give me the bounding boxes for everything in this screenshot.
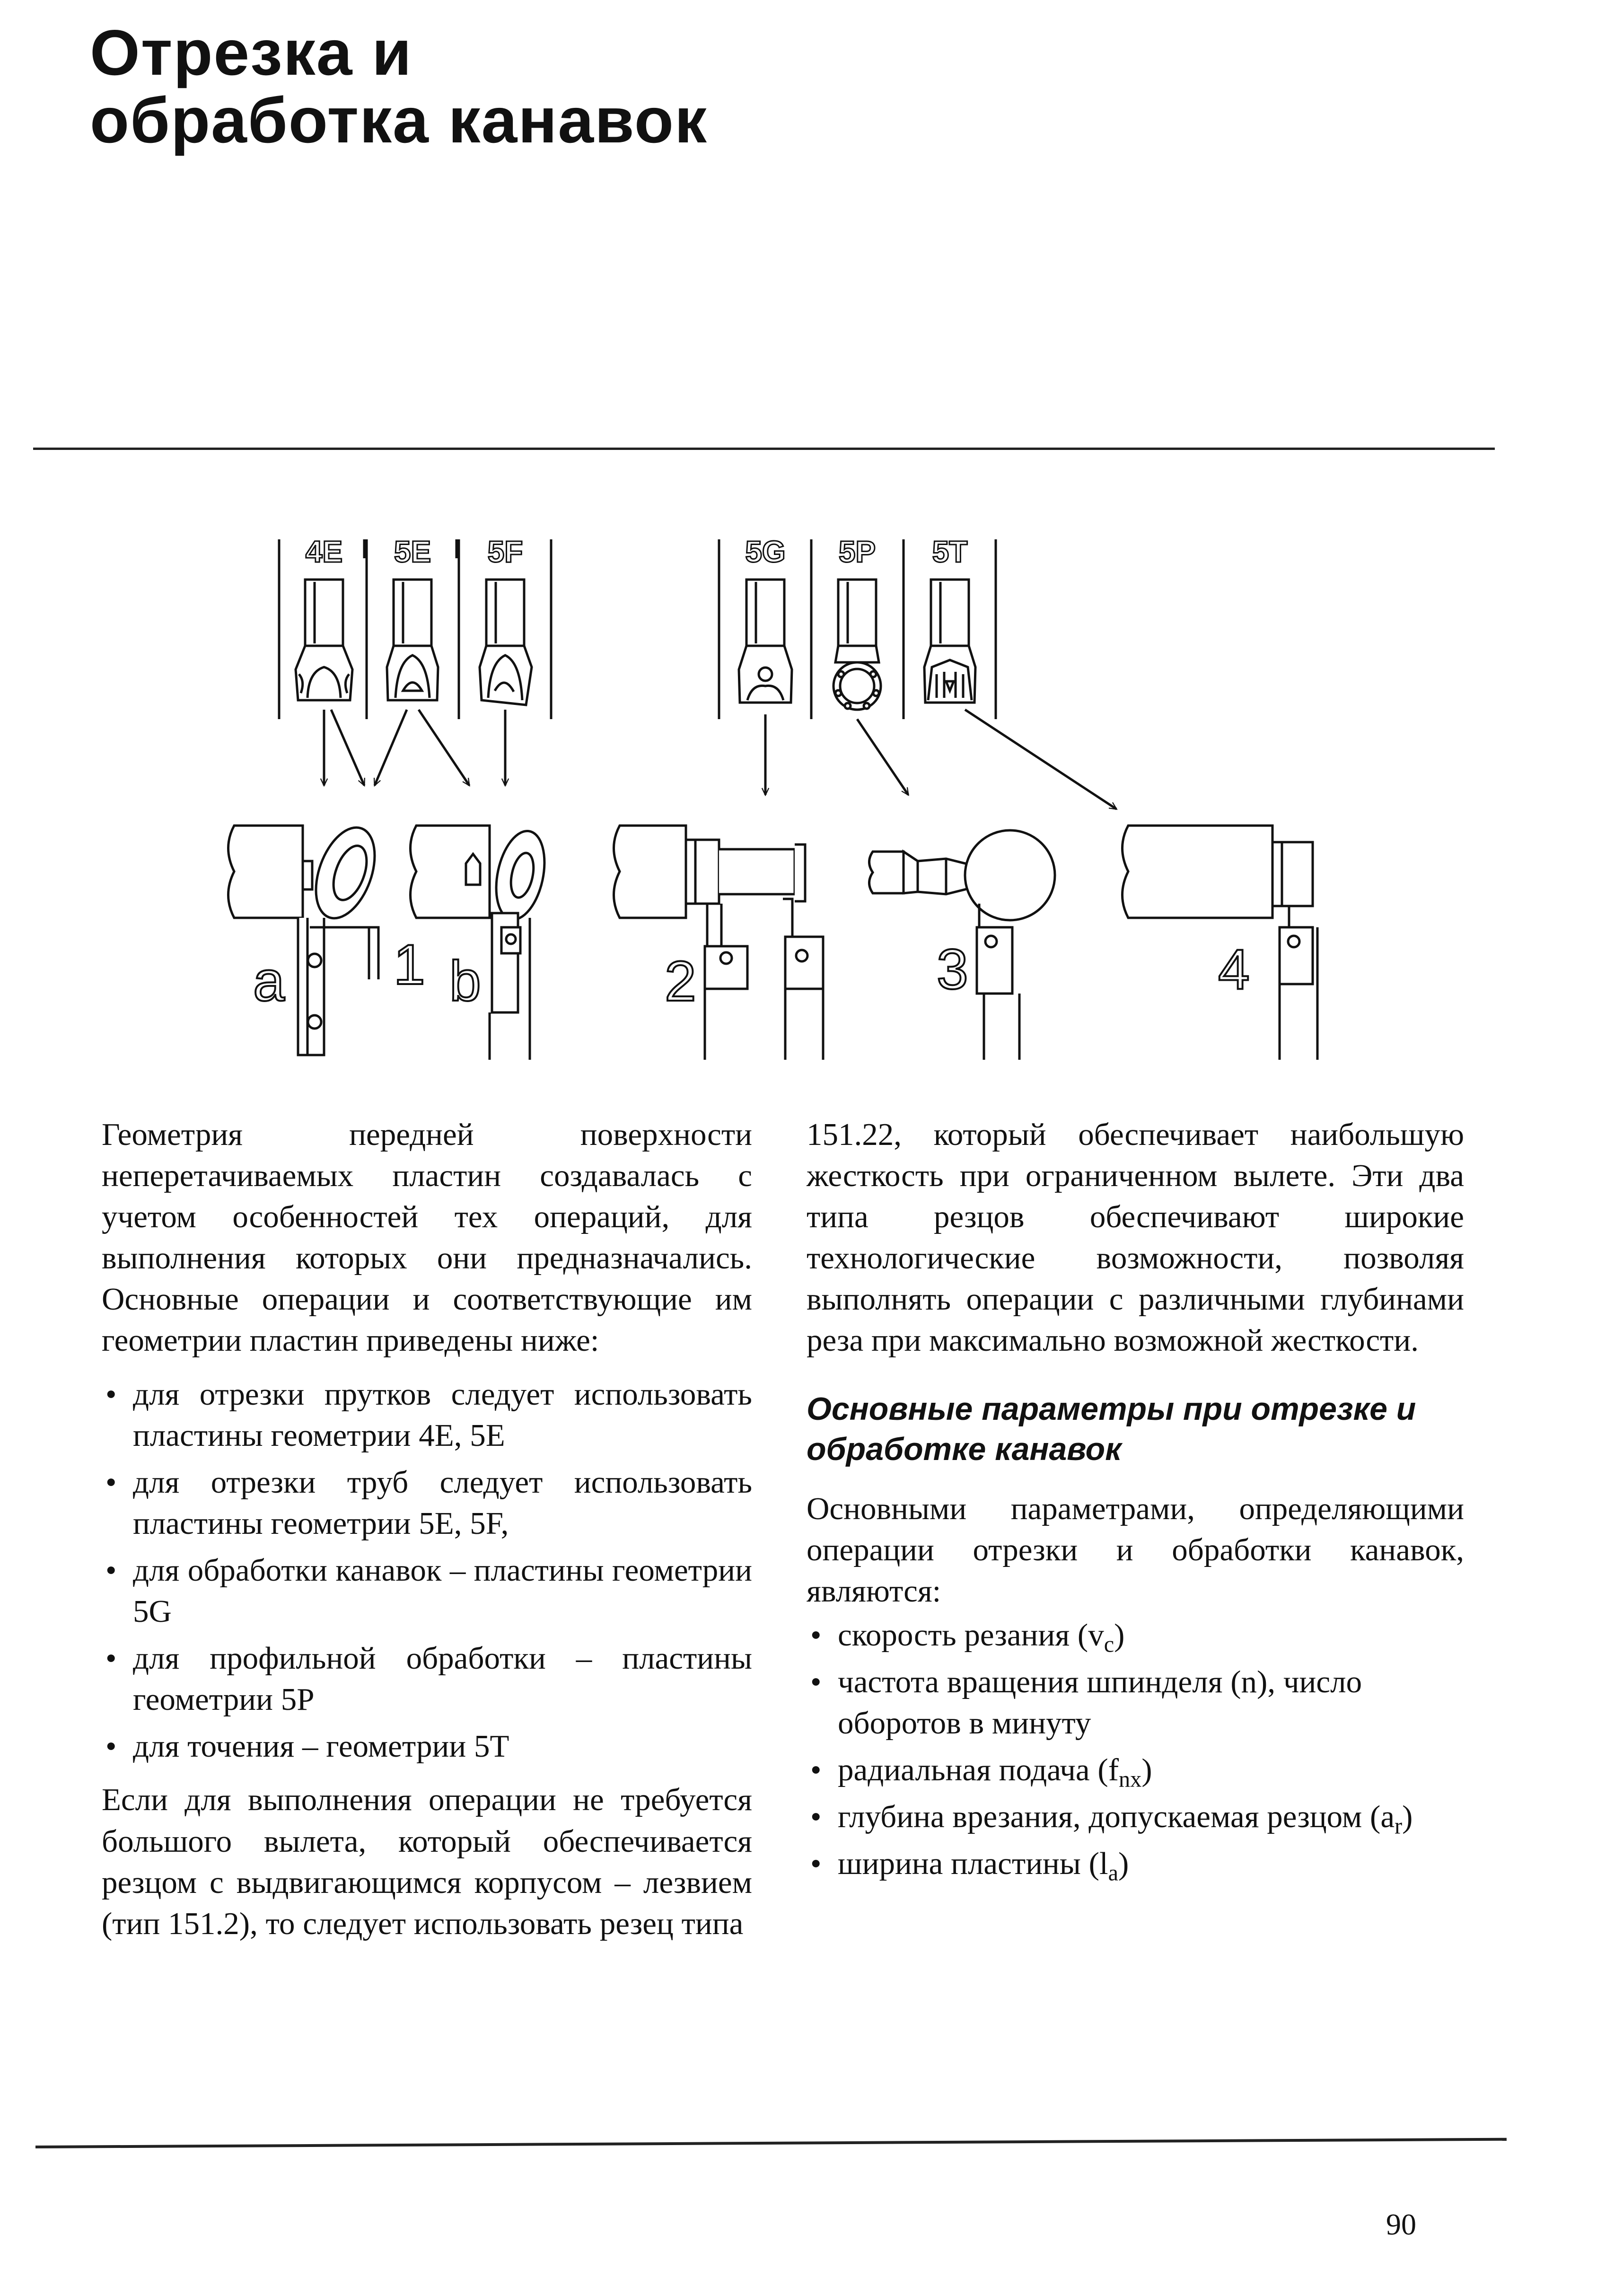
operation-b-tube-cutoff [411,826,552,1060]
operation-2-grooving [614,826,824,1060]
left-text-column [102,1114,752,1944]
bullet-icon: • [810,1799,822,1835]
page-title-line-1: Отрезка и [90,17,412,88]
insert-code-4e: 4E [305,535,343,569]
param-subscript: nx [1119,1767,1142,1792]
param-text: радиальная подача (f [838,1752,1119,1788]
operation-label-1: 1 [394,933,425,996]
list-item-text: для обработки канавок – пластины геометрии 5G [133,1552,752,1629]
top-divider [33,448,1495,450]
bullet-icon: • [105,1464,117,1500]
page-number: 90 [1386,2208,1416,2241]
list-item-text: для профильной обработки – пластины геометрии 5P [133,1641,752,1717]
insert-code-5p: 5P [838,535,876,569]
right-text-column [807,1114,1464,1897]
insert-code-5f: 5F [487,535,523,569]
page-title [90,19,989,154]
operation-label-2: 2 [665,950,696,1013]
insert-shape-5t [924,580,975,703]
arrow-5e-to-1 [375,710,407,785]
param-tail: ) [1141,1752,1152,1788]
param-subscript: c [1104,1632,1114,1657]
list-item-text: для отрезки прутков следует использовать пластины геометрии 4E, 5E [133,1376,752,1453]
bullet-icon: • [105,1376,117,1412]
closing-paragraph: Если для выполнения операции не требуется большого вылета, который обеспечивается резцом с выдвигающимся корпусом – лезвием (тип 151.2), то следует использовать резец типа [102,1782,752,1941]
list-item [807,1615,1464,1656]
param-tail: ) [1118,1846,1129,1882]
list-item [807,1796,1464,1838]
insert-shape-5f [480,580,532,705]
insert-geometry-figure [208,511,1343,1102]
param-tail: ) [1402,1799,1413,1835]
list-item-text: для точения – геометрии 5T [133,1729,509,1764]
bullet-icon: • [105,1641,117,1676]
insert-geometry-diagram [208,511,1343,1102]
continuation-paragraph: 151.22, который обеспечивает наибольшую жесткость при ограниченном вылете. Эти два типа резцов обеспечивают широкие технологические возможности, позволяя выполнять операции с различными глубинами реза при максимально возможной жесткости. [807,1117,1464,1358]
arrow-4e-to-1 [331,710,364,785]
param-text: ширина пластины (l [838,1846,1108,1882]
insert-code-5g: 5G [745,535,786,569]
bullet-icon: • [105,1552,117,1588]
intro-paragraph: Геометрия передней поверхности непеpетачиваемых пластин создавалась с учетом особенностей тех операций, для выполнения которых они предназначались. Основные операции и соответствующие им геометрии пластин приведены ниже: [102,1117,752,1358]
bullet-icon: • [810,1752,822,1788]
insert-shape-4e [296,580,352,700]
list-item [807,1750,1464,1791]
bullet-icon: • [810,1664,822,1699]
operations-list [102,1374,752,1768]
arrow-5e-to-b [419,710,469,785]
list-item [102,1462,752,1544]
list-item [102,1638,752,1720]
operation-label-a: a [253,950,285,1013]
param-subscript: r [1395,1813,1403,1839]
list-item [807,1662,1464,1744]
operation-a-bar-cutoff [228,819,386,1055]
arrow-5p-to-3 [857,719,908,795]
bullet-icon: • [810,1617,822,1653]
param-text: скорость резания (v [838,1617,1104,1653]
param-text: частота вращения шпинделя (n), число оборотов в минуту [838,1664,1362,1741]
bullet-icon: • [810,1846,822,1882]
operation-arrows [324,710,1116,809]
param-subscript: a [1108,1860,1119,1886]
section-subheading: Основные параметры при отрезке и обработке канавок [807,1390,1416,1467]
list-item-text: для отрезки труб следует использовать пластины геометрии 5E, 5F, [133,1464,752,1541]
insert-code-5e: 5E [394,535,431,569]
page-title-line-2: обработка канавок [90,84,708,156]
insert-code-5t: 5T [932,535,968,569]
insert-shape-5g [739,580,792,703]
list-item [102,1550,752,1632]
list-item [102,1374,752,1456]
params-intro-paragraph: Основными параметрами, определяющими операции отрезки и обработки канавок, являются: [807,1491,1464,1609]
operation-label-b: b [449,950,481,1013]
param-text: глубина врезания, допускаемая резцом (a [838,1799,1395,1835]
insert-shape-5e [387,580,438,700]
list-item [102,1726,752,1767]
insert-shape-5p [833,580,881,710]
operation-label-3: 3 [937,938,968,1001]
parameters-list [807,1615,1464,1885]
list-item [807,1843,1464,1884]
param-tail: ) [1114,1617,1125,1653]
arrow-5t-to-4 [965,710,1116,809]
operation-label-4: 4 [1218,938,1250,1001]
bullet-icon: • [105,1729,117,1764]
bottom-divider [35,2138,1507,2148]
